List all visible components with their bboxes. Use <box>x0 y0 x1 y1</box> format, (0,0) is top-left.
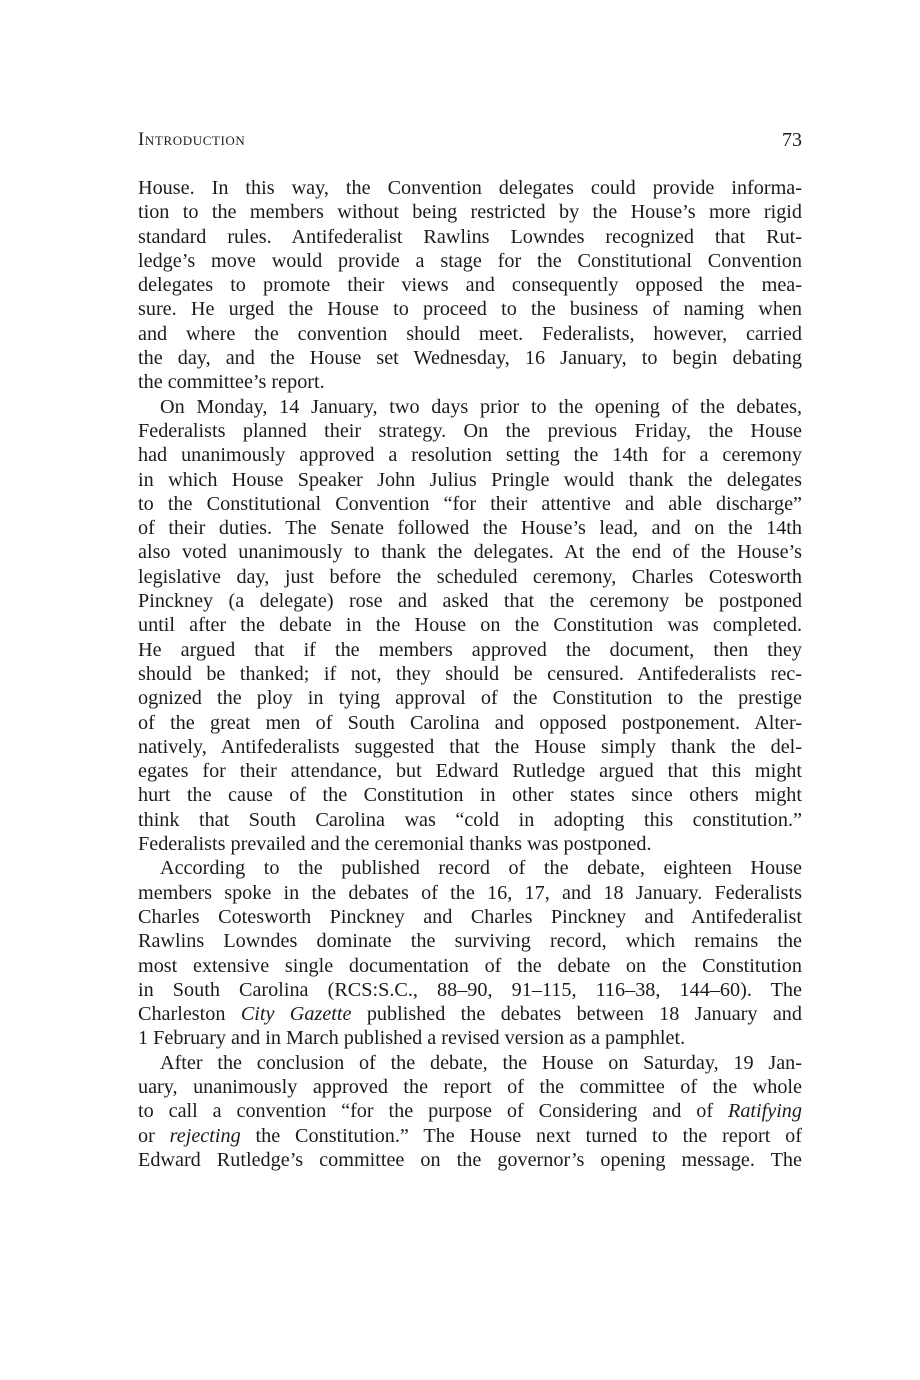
italic-title: City Gazette <box>240 1003 352 1026</box>
text-line: ognized the ploy in tying approval of the Constitution to the prestige <box>138 687 802 710</box>
text-line: of the great men of South Carolina and opposed postponement. Alter- <box>138 711 802 734</box>
page-number: 73 <box>782 129 802 151</box>
text-line: Federalists planned their strategy. On the previous Friday, the House <box>138 419 802 442</box>
text-line: He argued that if the members approved the document, then they <box>138 638 802 661</box>
text-line: uary, unanimously approved the report of the committee of the whole <box>138 1075 802 1098</box>
text-line: standard rules. Antifederalist Rawlins Lowndes recognized that Rut- <box>138 225 802 248</box>
text-line: in which House Speaker John Julius Pringle would thank the delegates <box>138 468 802 491</box>
text-run: to call a convention “for the purpose of Considering and of <box>138 1100 728 1123</box>
text-line: legislative day, just before the scheduled ceremony, Charles Cotesworth <box>138 565 802 588</box>
text-line: ledge’s move would provide a stage for the Constitutional Convention <box>138 249 802 272</box>
text-line: On Monday, 14 January, two days prior to the opening of the debates, <box>160 395 802 418</box>
text-line: Pinckney (a delegate) rose and asked that the ceremony be postponed <box>138 590 802 613</box>
text-line: most extensive single documentation of the debate on the Constitution <box>138 954 802 977</box>
italic-title: Ratifying <box>727 1100 802 1123</box>
text-line: Charles Cotesworth Pinckney and Charles Pinckney and Antifederalist <box>138 905 802 928</box>
text-run: Charleston <box>138 1003 241 1026</box>
paragraph <box>138 1051 802 1172</box>
text-line: the committee’s report. <box>138 371 325 394</box>
text-line: delegates to promote their views and consequently opposed the mea- <box>138 274 802 297</box>
text-line <box>138 1002 802 1026</box>
text-line: Rawlins Lowndes dominate the surviving record, which remains the <box>138 930 802 953</box>
text-line: Federalists prevailed and the ceremonial thanks was postponed. <box>138 833 652 856</box>
text-line: think that South Carolina was “cold in adopting this constitution.” <box>138 808 802 831</box>
text-run: the Constitution.” The House next turned to the report of <box>240 1124 802 1147</box>
text-line: until after the debate in the House on the Constitution was completed. <box>138 614 802 637</box>
text-line <box>138 1099 802 1123</box>
text-line: tion to the members without being restricted by the House’s more rigid <box>138 201 802 224</box>
text-run: or <box>138 1124 170 1147</box>
text-line: in South Carolina (RCS:S.C., 88–90, 91–115, 116–38, 144–60). The <box>138 978 802 1001</box>
text-run: published the debates between 18 January and <box>351 1003 802 1026</box>
text-line: hurt the cause of the Constitution in other states since others might <box>138 784 802 807</box>
text-line: members spoke in the debates of the 16, 17, and 18 January. Federalists <box>138 881 802 904</box>
paragraph <box>138 176 802 395</box>
text-line: natively, Antifederalists suggested that the House simply thank the del- <box>138 735 802 758</box>
text-line: had unanimously approved a resolution setting the 14th for a ceremony <box>138 444 802 467</box>
text-line: egates for their attendance, but Edward Rutledge argued that this might <box>138 760 802 783</box>
text-line: 1 February and in March published a revised version as a pamphlet. <box>138 1027 686 1050</box>
text-line: After the conclusion of the debate, the House on Saturday, 19 Jan- <box>160 1051 802 1074</box>
text-line: According to the published record of the debate, eighteen House <box>160 857 802 880</box>
running-head-title: Introduction <box>138 129 246 150</box>
text-line: to the Constitutional Convention “for their attentive and able discharge” <box>138 492 802 515</box>
text-line: and where the convention should meet. Federalists, however, carried <box>138 322 802 345</box>
paragraph <box>138 395 802 857</box>
text-line: sure. He urged the House to proceed to the business of naming when <box>138 298 802 321</box>
text-line: also voted unanimously to thank the delegates. At the end of the House’s <box>138 541 802 564</box>
text-line: House. In this way, the Convention delegates could provide informa- <box>138 177 802 199</box>
body-text <box>138 176 802 1172</box>
text-line: the day, and the House set Wednesday, 16 January, to begin debating <box>138 347 802 370</box>
text-line: should be thanked; if not, they should be censured. Antifederalists rec- <box>138 662 802 685</box>
text-line: Edward Rutledge’s committee on the governor’s opening message. The <box>138 1148 802 1171</box>
italic-title: rejecting <box>169 1124 241 1147</box>
text-line: of their duties. The Senate followed the House’s lead, and on the 14th <box>138 517 802 540</box>
paragraph <box>138 856 802 1050</box>
text-line <box>138 1124 802 1148</box>
